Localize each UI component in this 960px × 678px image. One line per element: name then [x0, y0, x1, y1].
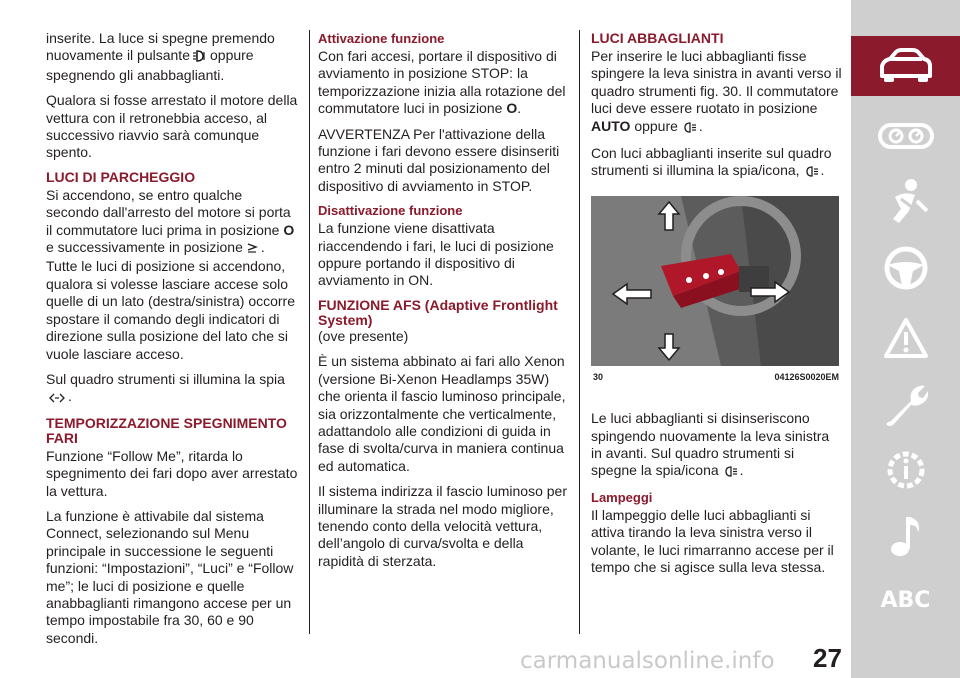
paragraph: AVVERTENZA Per l'attivazione della funzione i fari devono essere disinseriti entro 2 minuti dal posizionamento del dispositivo di avviamento in STOP.	[318, 125, 560, 194]
position-symbol: O	[506, 100, 518, 117]
sidebar-tab-car[interactable]	[851, 36, 960, 96]
paragraph: È un sistema abbinato ai fari allo Xenon (versione Bi-Xenon Headlamps 35W) che orienta il fascio luminoso principale, sia orizzontalmente che verticalmente, adattandolo alle condizioni di guida in fase di svolta/curva in maniera continua ed automatica.	[318, 353, 566, 474]
high-beam-icon	[681, 120, 696, 137]
text-column-1	[46, 30, 298, 655]
paragraph-text: Si accendono, se entro qualche secondo dall'arresto del motore si porta il commutatore luci prima in posizione	[46, 186, 291, 238]
chapter-sidebar	[851, 0, 960, 678]
light-stalk-illustration	[591, 196, 839, 366]
paragraph-text: Con luci abbaglianti inserite sul quadro strumenti si illumina la spia/icona,	[591, 145, 832, 179]
sidebar-tab-technical-data[interactable]	[851, 440, 960, 500]
paragraph-text: oppure	[634, 117, 678, 134]
paragraph: Qualora si fosse arrestato il motore della vettura con il retronebbia acceso, al successivo riavvio sarà comunque spento.	[46, 92, 298, 161]
paragraph	[591, 48, 843, 137]
sidebar-tab-dashboard[interactable]	[851, 106, 960, 166]
paragraph	[46, 371, 298, 408]
position-symbol: AUTO	[591, 117, 631, 134]
paragraph-text: inserite. La luce si spegne premendo nuovamente il pulsante	[46, 30, 275, 64]
index-label: ABC	[880, 587, 931, 613]
text-column-3	[591, 30, 843, 585]
column-divider	[309, 30, 310, 634]
position-symbol: O	[283, 221, 295, 238]
car-icon	[876, 46, 936, 86]
figure-caption	[593, 369, 839, 386]
parking-light-icon	[246, 241, 258, 258]
paragraph-text: .	[739, 462, 744, 479]
paragraph-text: .	[517, 100, 522, 117]
section-heading-parking-lights: LUCI DI PARCHEGGIO	[46, 168, 196, 185]
sidebar-tab-maintenance[interactable]	[851, 374, 960, 434]
figure-light-stalk-photo	[591, 196, 839, 366]
rear-fog-light-icon	[193, 49, 207, 66]
sidebar-tab-multimedia[interactable]	[851, 506, 960, 566]
figure-code: 04126S0020EM	[774, 371, 839, 382]
section-heading-follow-me: TEMPORIZZAZIONE SPEGNIMENTO FARI	[46, 414, 287, 446]
steering-wheel-icon	[883, 245, 929, 291]
paragraph	[46, 30, 298, 84]
paragraph-text: oppure spegnendo gli anabbaglianti.	[46, 47, 254, 83]
seatbelt-person-icon	[881, 177, 931, 227]
paragraph	[591, 145, 843, 182]
paragraph: Il sistema indirizza il fascio luminoso per illuminare la strada nel modo migliore, tenendo conto della velocità vettura, dell’angolo di curva/svolta e della rapidità di sterzata.	[318, 483, 567, 569]
paragraph-text: Per inserire le luci abbaglianti fisse spingere la leva sinistra in avanti verso il quadro strumenti fig. 30. Il commutatore luci deve essere ruotato in posizione	[591, 48, 842, 117]
subheading-deactivation: Disattivazione funzione	[318, 203, 463, 219]
side-lights-icon	[49, 390, 65, 407]
paragraph-text: e successivamente in posizione	[46, 239, 243, 256]
info-gear-icon	[883, 447, 929, 493]
paragraph-text: .	[820, 162, 825, 179]
paragraph-text: .	[68, 388, 72, 405]
paragraph-text: Con fari accesi, portare il dispositivo di avviamento in posizione STOP: la temporizzazione inizia alla rotazione del commutatore luci in posizione	[318, 48, 566, 117]
paragraph: La funzione è attivabile dal sistema Connect, selezionando sul Menu principale in successione le seguenti funzioni: “Impostazioni”, “Luci” e “Follow me”; le luci di posizione e quelle anabbaglianti rimangono accese per un tempo impostabile fra 30, 60 e 90 secondi.	[46, 507, 294, 646]
column-divider	[579, 30, 580, 634]
paragraph	[591, 410, 843, 482]
sidebar-tab-driving[interactable]	[851, 238, 960, 298]
wrench-icon	[883, 381, 929, 427]
sidebar-tab-index[interactable]	[851, 570, 960, 630]
high-beam-icon	[722, 464, 737, 481]
high-beam-icon	[803, 164, 818, 181]
subheading-activation: Attivazione funzione	[318, 31, 445, 46]
paragraph-text: Sul quadro strumenti si illumina la spia	[46, 370, 285, 387]
subheading-flash: Lampeggi	[591, 489, 653, 505]
text-column-2	[318, 30, 570, 578]
sidebar-tab-safety[interactable]	[851, 172, 960, 232]
paragraph-text: Le luci abbaglianti si disinseriscono spingendo nuovamente la leva sinistra in avanti. Sul quadro strumenti si spegne la spia/icona	[591, 410, 830, 479]
paragraph	[318, 48, 570, 118]
paragraph	[46, 187, 298, 363]
warning-triangle-icon	[883, 317, 929, 359]
paragraph: La funzione viene disattivata riaccendendo i fari, le luci di posizione oppure portando il dispositivo di avviamento in ON.	[318, 220, 554, 289]
paragraph-text: .	[698, 117, 703, 134]
paragraph-text: . Tutte le luci di posizione si accendono, qualora si volesse lasciare accese solo quelle di un lato (destra/sinistra) occorre spostare il comando degli indicatori di direzione sulla posizione del lato che si vuole lasciare acceso.	[46, 239, 296, 362]
dashboard-gauges-icon	[878, 121, 934, 151]
paragraph: (ove presente)	[318, 327, 409, 344]
section-heading-afs: FUNZIONE AFS (Adaptive Frontlight System)	[318, 296, 558, 328]
page-number: 27	[813, 643, 842, 673]
sidebar-tab-emergency[interactable]	[851, 308, 960, 368]
paragraph: Il lampeggio delle luci abbaglianti si attiva tirando la leva sinistra verso il volante, le luci rimarranno accese per il tempo che si agisce sulla leva stessa.	[591, 506, 834, 576]
music-note-icon	[886, 513, 926, 559]
section-heading-high-beam: LUCI ABBAGLIANTI	[591, 30, 724, 46]
paragraph: Funzione “Follow Me”, ritarda lo spegnimento dei fari dopo aver arrestato la vettura.	[46, 447, 298, 499]
figure-number: 30	[593, 371, 604, 382]
watermark: carmanualsonline.info	[520, 648, 775, 674]
